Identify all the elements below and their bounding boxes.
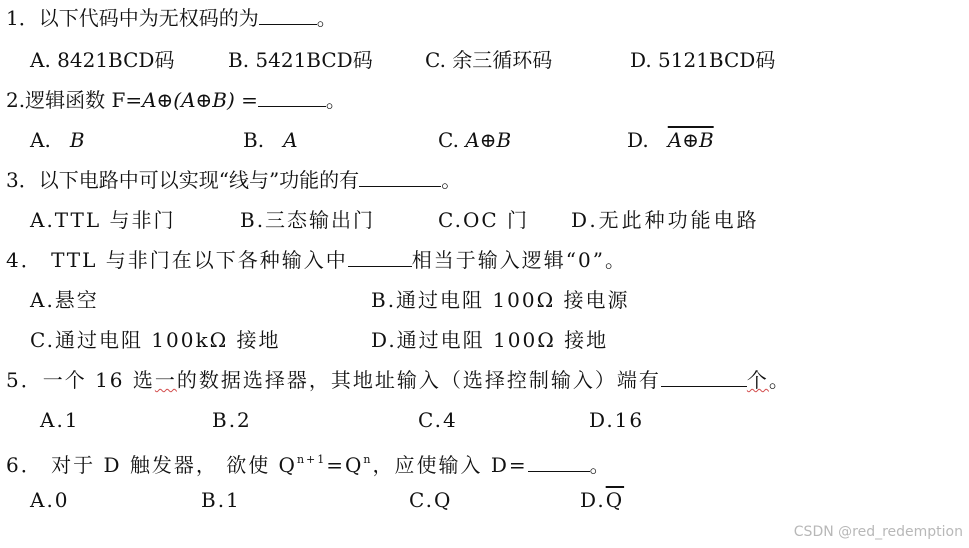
option-5a: A.1 <box>40 408 80 432</box>
answer-blank <box>258 88 326 107</box>
answer-blank <box>259 6 317 25</box>
option-3a: A.TTL 与非门 <box>30 208 176 232</box>
question-6-mid: =Q <box>326 453 364 477</box>
option-4a: A.悬空 <box>30 288 99 312</box>
question-2-end: 。 <box>325 88 346 112</box>
option-2a-label: A. <box>30 128 51 152</box>
option-1c: C. 余三循环码 <box>425 48 553 72</box>
question-4-stem <box>6 248 627 272</box>
question-6-text: 6． 对于 D 触发器， 欲使 Q <box>6 453 297 477</box>
option-1a: A. 8421BCD码 <box>30 48 175 72</box>
question-6-sup-2: n <box>363 453 373 466</box>
option-2a <box>30 128 85 152</box>
option-2c-label: C. <box>438 128 459 152</box>
question-5-text: 5．一个 16 选 <box>6 368 155 392</box>
question-3-stem <box>6 168 461 192</box>
question-5-stem <box>6 368 791 392</box>
question-5-middle: 的数据选择器，其地址输入（选择控制输入）端有 <box>176 368 661 392</box>
question-5-end: 。 <box>768 368 791 392</box>
option-6c: C.Q <box>409 488 453 512</box>
option-6d <box>580 488 624 512</box>
option-6d-label: D. <box>580 488 606 512</box>
question-2-text: 2.逻辑函数 F= <box>6 88 143 112</box>
question-1-end: 。 <box>316 6 337 30</box>
option-2a-expr: B <box>69 128 85 152</box>
option-6b: B.1 <box>201 488 241 512</box>
option-5c: C.4 <box>418 408 458 432</box>
question-6-end: 。 <box>589 453 612 477</box>
option-2b-expr: A <box>283 128 298 152</box>
option-2c-expr: A⊕B <box>465 128 512 152</box>
option-4d: D.通过电阻 100Ω 接地 <box>371 328 609 352</box>
option-3d: D.无此种功能电路 <box>571 208 760 232</box>
answer-blank <box>348 248 412 267</box>
watermark: CSDN @red_redemption <box>793 524 963 540</box>
question-2-stem <box>6 88 346 112</box>
option-5d: D.16 <box>589 408 645 432</box>
answer-blank <box>359 168 441 187</box>
question-3-text: 3．以下电路中可以实现“线与”功能的有 <box>6 168 360 192</box>
option-6a: A.0 <box>30 488 70 512</box>
option-1b: B. 5421BCD码 <box>228 48 373 72</box>
option-3b: B.三态输出门 <box>240 208 376 232</box>
question-6-sup-1: n+1 <box>296 453 327 466</box>
option-2d <box>627 128 714 152</box>
option-2b <box>243 128 298 152</box>
option-2d-expr: A⊕B <box>667 128 714 152</box>
question-1-stem <box>6 6 337 30</box>
option-1d: D. 5121BCD码 <box>630 48 776 72</box>
question-4-text: 4． TTL 与非门在以下各种输入中 <box>6 248 348 272</box>
option-2c <box>438 128 511 152</box>
question-5-wavy-2: 个 <box>746 368 769 392</box>
question-1-text: 1．以下代码中为无权码的为 <box>6 6 259 30</box>
option-4b: B.通过电阻 100Ω 接电源 <box>371 288 630 312</box>
option-4c: C.通过电阻 100kΩ 接地 <box>30 328 281 352</box>
option-2d-label: D. <box>627 128 649 152</box>
question-2-equals: = <box>241 88 258 112</box>
option-5b: B.2 <box>212 408 252 432</box>
question-3-end: 。 <box>441 168 462 192</box>
option-6d-expr: $\overline{Q}$ <box>605 488 625 512</box>
question-2-expression: A⊕(A⊕B) <box>142 88 235 112</box>
answer-blank <box>528 453 590 472</box>
question-6-after-mid: ，应使输入 D= <box>372 453 528 477</box>
answer-blank <box>661 368 747 387</box>
option-3c: C.OC 门 <box>438 208 530 232</box>
question-5-wavy-1: 一 <box>154 368 177 392</box>
question-6-stem <box>6 448 612 477</box>
question-4-end: 相当于输入逻辑“0”。 <box>411 248 627 272</box>
option-2b-label: B. <box>243 128 265 152</box>
